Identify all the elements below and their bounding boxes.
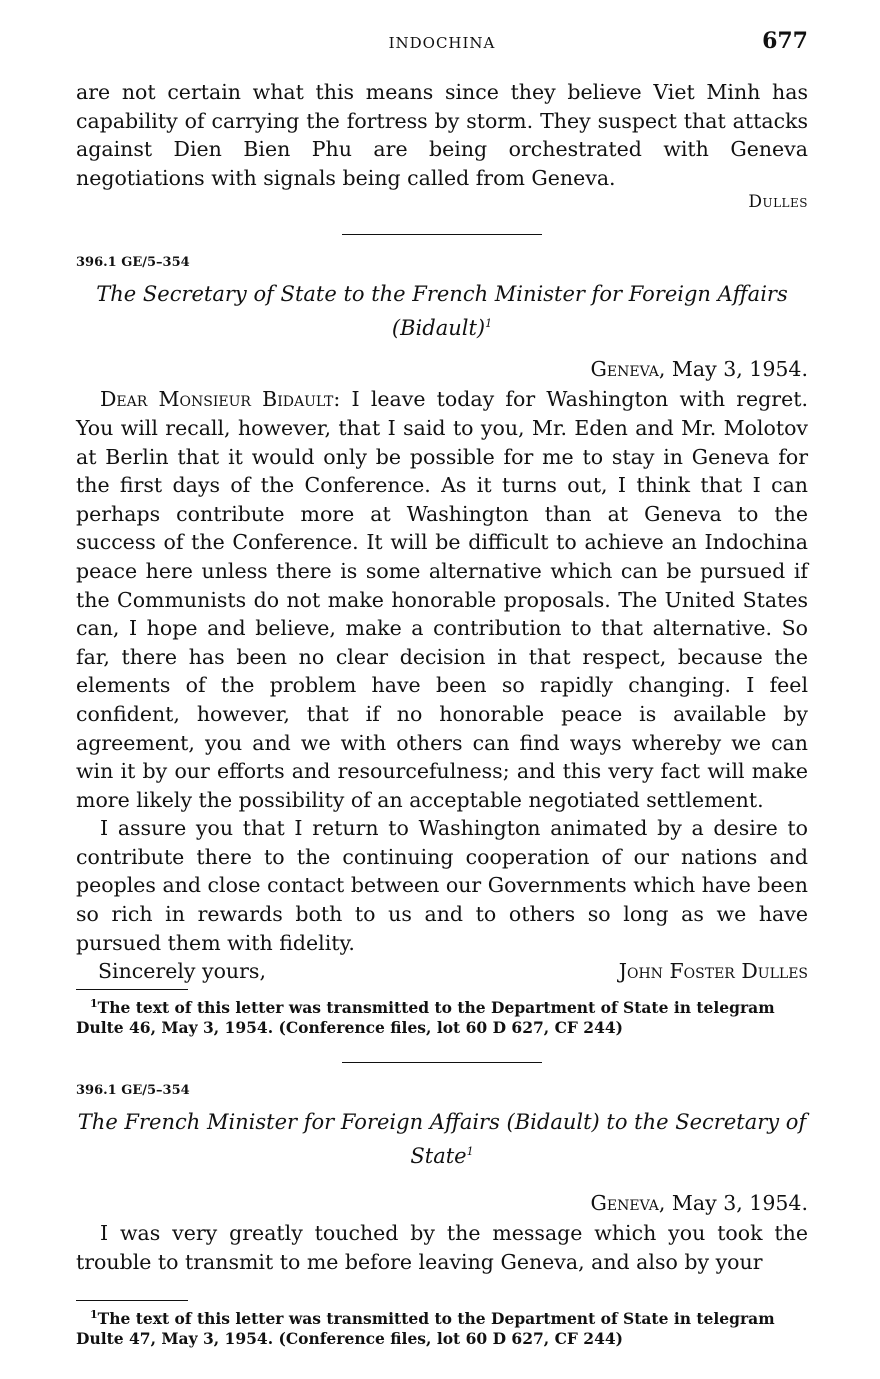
doc1-file-reference: 396.1 GE/5–354	[76, 255, 190, 271]
doc2-dateline-date: May 3, 1954.	[665, 1191, 808, 1216]
intro-paragraph: are not certain what this means since they believe Viet Minh has capability of carrying the fortress by storm. They suspect that attacks against Dien Bien Phu are being orchestrated with Geneva negotiations with signals being called from Geneva.	[76, 80, 808, 190]
running-title: INDOCHINA	[388, 34, 496, 52]
doc2-dateline-place: Geneva,	[590, 1191, 666, 1216]
doc1-title	[76, 280, 808, 343]
doc2-dateline	[76, 1191, 808, 1215]
doc1-footnote	[76, 994, 808, 1038]
doc1-closing: Sincerely yours,	[98, 959, 266, 984]
doc1-salutation: Dear Monsieur Bidault:	[100, 387, 341, 412]
doc2-footnote	[76, 1305, 808, 1349]
doc2-file-reference: 396.1 GE/5–354	[76, 1083, 190, 1099]
doc2-title	[76, 1108, 808, 1171]
intro-signoff: Dulles	[748, 192, 808, 213]
doc1-dateline-date: May 3, 1954.	[665, 357, 808, 382]
doc2-footnote-rule	[76, 1300, 188, 1301]
doc2-footnote-block	[76, 1296, 808, 1349]
doc2-paragraph-1: I was very greatly touched by the message which you took the trouble to transmit to me before leaving Geneva, and also by your	[76, 1221, 808, 1274]
running-head	[76, 28, 808, 58]
doc1-footnote-mark: 1	[90, 997, 98, 1011]
doc1-signature-row	[76, 957, 808, 985]
doc1-dateline-place: Geneva,	[590, 357, 666, 382]
doc1-title-note-mark: 1	[485, 317, 493, 331]
page-number: 677	[762, 28, 808, 54]
doc1-paragraph-1	[76, 385, 808, 814]
doc1-paragraph-1-text: I leave today for Washington with regret. You will recall, however, that I said to you, Mr. Eden and Mr. Molotov at Berlin that it would only be possible for me to stay in Geneva for the first days of the Conference. As it turns out, I think that I can perhaps contribute more at Washington than at Geneva to the success of the Conference. It will be difficult to achieve an Indochina peace here unless there is some alternative which can be pursued if the Communists do not make honorable proposals. The United States can, I hope and believe, make a contribution to that alternative. So far, there has been no clear decision in that respect, because the elements of the problem have been so rapidly changing. I feel confident, however, that if no honorable peace is available by agreement, you and we with others can find ways whereby we can win it by our efforts and resourcefulness; and this very fact will make more likely the possibility of an acceptable negotiated settlement.	[76, 387, 808, 812]
doc2-title-text: The French Minister for Foreign Affairs (Bidault) to the Secretary of State	[77, 1110, 807, 1169]
doc1-signature: John Foster Dulles	[618, 959, 808, 984]
doc2-footnote-mark: 1	[90, 1308, 98, 1321]
doc2-title-note-mark: 1	[466, 1145, 474, 1159]
doc2-footnote-text: The text of this letter was transmitted to the Department of State in telegram Dulte 47, May 3, 1954. (Conference files, lot 60 D 627, CF 244)	[76, 1309, 775, 1349]
doc1-paragraph-2: I assure you that I return to Washington animated by a desire to contribute there to the continuing cooperation of our nations and peoples and close contact between our Governments which have been so rich in rewards both to us and to others so long as we have pursued them with fidelity.	[76, 816, 808, 955]
doc1-title-text: The Secretary of State to the French Minister for Foreign Affairs (Bidault)	[96, 282, 788, 341]
doc1-dateline	[76, 357, 808, 381]
section-divider	[342, 234, 542, 235]
doc1-footnote-rule	[76, 989, 188, 990]
section-divider-2	[342, 1062, 542, 1063]
doc1-footnote-text: The text of this letter was transmitted to the Department of State in telegram Dulte 46, May 3, 1954. (Conference files, lot 60 D 627, CF 244)	[76, 998, 775, 1038]
